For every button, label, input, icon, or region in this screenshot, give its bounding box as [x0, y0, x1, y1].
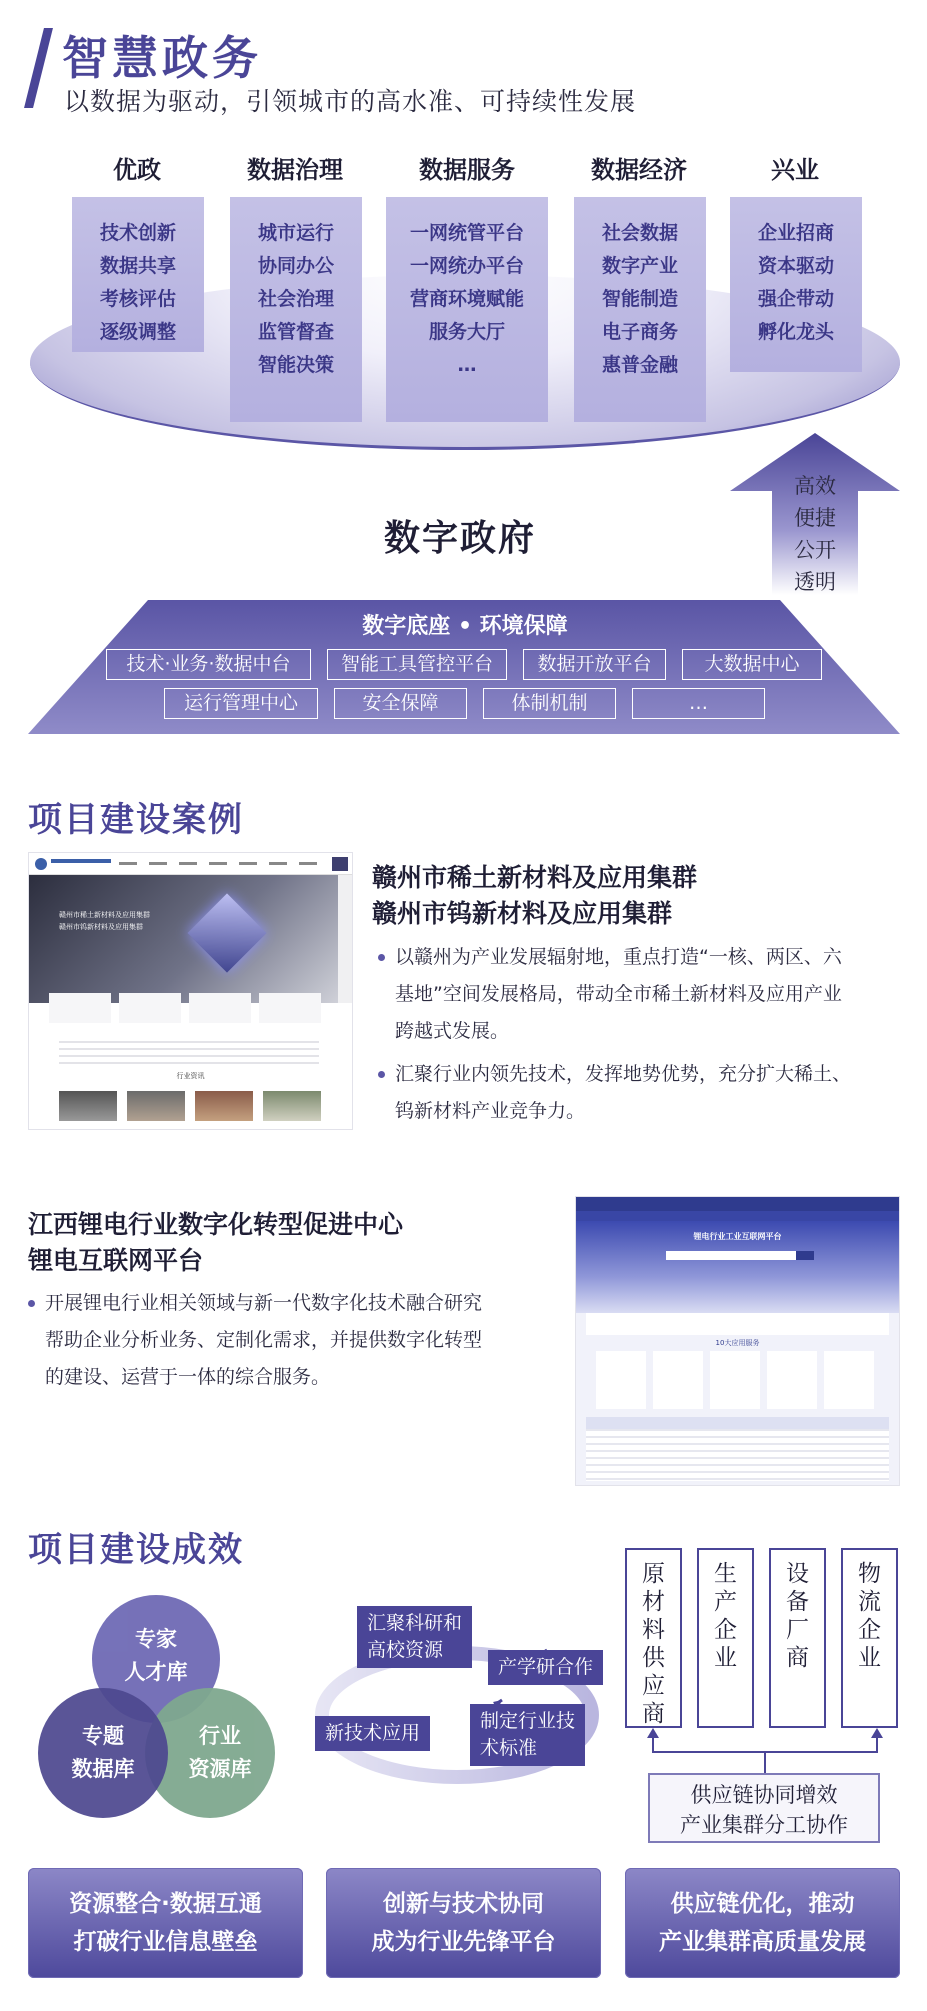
case2-title-line: 江西锂电行业数字化转型促进中心 [28, 1210, 404, 1239]
column-item: 智能决策 [257, 354, 334, 376]
column-item: 数据共享 [99, 255, 176, 277]
platform-item: 大数据中心 [682, 649, 822, 680]
supply-char: 生 [714, 1561, 737, 1587]
circle-line: 资源库 [188, 1757, 252, 1781]
supply-logistics [841, 1548, 898, 1728]
effects-section-title: 项目建设成效 [28, 1530, 244, 1570]
supply-char: 供 [642, 1645, 665, 1671]
banner-line: 成为行业先锋平台 [371, 1929, 556, 1955]
news-thumb [263, 1091, 321, 1121]
supply-char: 厂 [786, 1617, 809, 1643]
tag-new-tech [315, 1716, 430, 1751]
column-item: 社会治理 [257, 288, 334, 310]
bullet-line: 的建设、运营于一体的综合服务。 [45, 1366, 331, 1388]
bullet-line: 基地”空间发展格局，带动全市稀土新材料及应用产业 [395, 983, 842, 1005]
platform-item: 运行管理中心 [164, 688, 318, 719]
cases-section-title: 项目建设案例 [28, 800, 244, 840]
site-nav-active [332, 857, 348, 871]
search-button [796, 1251, 814, 1260]
hero-line: 赣州市钨新材料及应用集群 [59, 923, 143, 931]
case2-title-line: 锂电互联网平台 [28, 1246, 204, 1275]
coop-line: 供应链协同增效 [690, 1783, 838, 1807]
hero-line: 赣州市稀土新材料及应用集群 [59, 911, 150, 919]
case1-bullet [378, 1056, 908, 1130]
arrow-word: 公开 [794, 538, 836, 562]
supply-char: 业 [858, 1645, 881, 1671]
column-item: 惠普金融 [601, 354, 678, 376]
column-item: 逐级调整 [99, 321, 176, 343]
case2-list [586, 1429, 889, 1481]
supply-char: 产 [714, 1589, 737, 1615]
bullet-dot-icon [378, 1071, 385, 1078]
column-box-xingye [730, 197, 862, 372]
banner-line: 产业集群高质量发展 [659, 1929, 866, 1955]
coop-line: 产业集群分工协作 [680, 1813, 848, 1837]
case1-title [372, 860, 697, 932]
column-title-data-service: 数据服务 [419, 156, 515, 184]
banner-resource-integration [28, 1868, 303, 1978]
site-logo-icon [35, 858, 47, 870]
column-item: 智能制造 [601, 288, 678, 310]
supply-char: 原 [642, 1561, 665, 1587]
bullet-line: 开展锂电行业相关领域与新一代数字化技术融合研究 [45, 1292, 483, 1314]
banner-line: 创新与技术协同 [383, 1891, 544, 1917]
platform-item: … [632, 688, 765, 719]
column-item: 强企带动 [757, 288, 834, 310]
column-item: 城市运行 [257, 222, 334, 244]
arrow-word: 高效 [794, 474, 836, 498]
tag-line: 高校资源 [367, 1639, 444, 1661]
list-lines [59, 1041, 319, 1065]
bullet-line: 跨越式发展。 [395, 1020, 510, 1042]
supply-char: 业 [714, 1645, 737, 1671]
column-item: 监管督查 [257, 321, 334, 343]
side-toolbar [338, 875, 352, 1003]
case1-screenshot [28, 852, 353, 1130]
platform-item: 智能工具管控平台 [327, 649, 507, 680]
case1-title-line: 赣州市钨新材料及应用集群 [372, 899, 673, 928]
service-cards [49, 993, 329, 1023]
bullet-dot-icon [378, 954, 385, 961]
supply-connector-arrows [620, 1728, 910, 1778]
news-thumb [59, 1091, 117, 1121]
case2-bullets [28, 1285, 568, 1396]
column-item: 协同办公 [257, 255, 334, 277]
column-title-xingye: 兴业 [771, 156, 819, 184]
case1-hero-banner [29, 875, 352, 1003]
circle-line: 数据库 [71, 1757, 135, 1781]
case1-service-strip [29, 1003, 352, 1037]
case1-site-header [29, 853, 352, 875]
column-box-youzheng [72, 197, 204, 352]
column-item: 数字产业 [601, 255, 678, 277]
circle-line: 人才库 [124, 1660, 188, 1684]
banner-innovation [326, 1868, 601, 1978]
case2-tab-bar [586, 1417, 889, 1429]
column-item: 服务大厅 [428, 321, 505, 343]
column-item: … [457, 354, 477, 376]
news-thumb [195, 1091, 253, 1121]
supply-char: 材 [642, 1589, 665, 1615]
case1-bullet [378, 939, 908, 1050]
platform-item: 数据开放平台 [523, 649, 666, 680]
supply-char: 应 [642, 1673, 665, 1699]
case2-app-grid [596, 1351, 879, 1409]
page-subtitle: 以数据为驱动，引领城市的高水准、可持续性发展 [64, 87, 637, 116]
cube-graphic-icon [187, 893, 266, 972]
bullet-dot-icon [28, 1300, 35, 1307]
column-item: 考核评估 [99, 288, 176, 310]
platform-title: 数字底座 • 环境保障 [362, 614, 568, 639]
case1-lists [29, 1037, 352, 1071]
banner-line: 打破行业信息壁垒 [73, 1929, 258, 1955]
banner-line: 供应链优化，推动 [670, 1891, 855, 1917]
column-title-data-governance: 数据治理 [247, 156, 343, 184]
column-item: 企业招商 [757, 222, 834, 244]
supply-char: 备 [786, 1589, 809, 1615]
tag-line: 制定行业技 [480, 1710, 576, 1732]
column-item: 营商环境赋能 [409, 288, 524, 310]
column-item: 技术创新 [99, 222, 176, 244]
arrow-word: 透明 [794, 570, 836, 594]
case1-bullets [378, 939, 908, 1130]
digital-government-title: 数字政府 [383, 518, 536, 559]
case2-title [28, 1207, 403, 1279]
column-item: 资本驱动 [757, 255, 834, 277]
supply-char: 设 [786, 1561, 809, 1587]
site-logo-text [51, 859, 111, 863]
banner-supply-chain [625, 1868, 900, 1978]
column-box-data-service [386, 197, 548, 422]
arrow-label [775, 470, 855, 598]
supply-char: 料 [642, 1617, 665, 1643]
case2-screenshot [575, 1196, 900, 1486]
supply-raw-material [625, 1548, 682, 1728]
supply-char: 商 [786, 1645, 809, 1671]
column-item: 一网统办平台 [409, 255, 524, 277]
bullet-line: 帮助企业分析业务、定制化需求，并提供数字化转型 [45, 1329, 483, 1351]
column-box-data-economy [574, 197, 706, 422]
platform-item: 安全保障 [334, 688, 467, 719]
column-title-youzheng: 优政 [113, 156, 161, 184]
search-input [666, 1251, 796, 1260]
case2-site-topbar [576, 1197, 899, 1211]
column-item: 孵化龙头 [757, 321, 834, 343]
tag-line: 新技术应用 [325, 1722, 421, 1744]
platform-item: 技术·业务·数据中台 [106, 649, 311, 680]
tag-research-resources [357, 1606, 472, 1668]
tag-industry-standard [470, 1704, 585, 1766]
page-title: 智慧政务 [62, 31, 262, 85]
case2-bullet [28, 1285, 568, 1396]
tag-line: 产学研合作 [498, 1656, 594, 1678]
case2-feature-strip [586, 1313, 889, 1335]
column-box-data-governance [230, 197, 362, 422]
supply-char: 企 [714, 1617, 737, 1643]
supply-char: 企 [858, 1617, 881, 1643]
case2-hero [576, 1221, 899, 1313]
circle-line: 专家 [135, 1627, 177, 1651]
column-title-data-economy: 数据经济 [591, 156, 687, 184]
bullet-line: 以赣州为产业发展辐射地，重点打造“一核、两区、六 [395, 946, 842, 968]
platform-item: 体制机制 [483, 688, 616, 719]
supply-equipment [769, 1548, 826, 1728]
supply-char: 流 [858, 1589, 881, 1615]
case2-apps-label: 10大应用服务 [715, 1339, 760, 1347]
supply-char: 商 [642, 1701, 665, 1727]
case1-hero-text [59, 909, 150, 933]
column-item: 一网统管平台 [409, 222, 524, 244]
case2-hero-title: 锂电行业工业互联网平台 [693, 1232, 782, 1241]
circle-topic-database [38, 1688, 168, 1818]
news-thumb [127, 1091, 185, 1121]
column-item: 电子商务 [601, 321, 678, 343]
supply-cooperation-box [648, 1773, 880, 1843]
bullet-line: 汇聚行业内领先技术，发挥地势优势，充分扩大稀土、 [395, 1063, 852, 1085]
supply-char: 物 [858, 1561, 881, 1587]
column-item: 社会数据 [601, 222, 678, 244]
site-nav-bar [119, 862, 319, 865]
case1-section-label: 行业资讯 [29, 1071, 352, 1083]
title-accent-bar [24, 28, 53, 108]
circle-line: 行业 [199, 1724, 241, 1748]
case1-title-line: 赣州市稀土新材料及应用集群 [372, 863, 698, 892]
tag-industry-academia [488, 1650, 603, 1685]
case1-news-grid [29, 1083, 352, 1130]
circle-line: 专题 [82, 1724, 124, 1748]
tag-line: 汇聚科研和 [367, 1612, 463, 1634]
tag-line: 术标准 [480, 1737, 538, 1759]
banner-line: 资源整合·数据互通 [69, 1891, 262, 1917]
bullet-line: 钨新材料产业竞争力。 [395, 1100, 586, 1122]
supply-producer [697, 1548, 754, 1728]
case2-site-nav [576, 1211, 899, 1221]
arrow-word: 便捷 [794, 506, 836, 530]
